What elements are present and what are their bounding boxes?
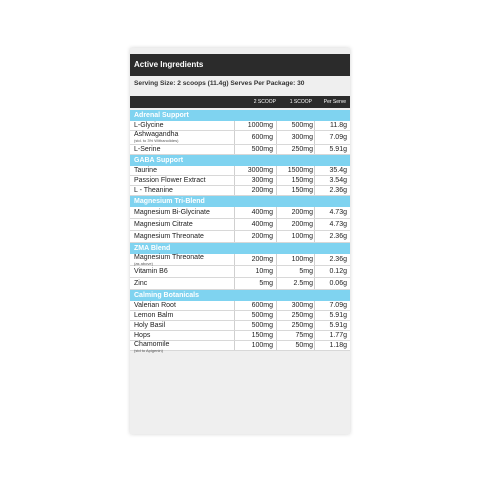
ingredient-amount: 0.06g xyxy=(314,278,347,289)
ingredient-row xyxy=(130,278,350,290)
ingredient-amount: 35.4g xyxy=(314,166,347,175)
ingredient-name: L - Theanine xyxy=(134,187,173,194)
ingredient-amount: 500mg xyxy=(234,145,273,154)
ingredient-row xyxy=(130,311,350,321)
ingredient-row xyxy=(130,266,350,278)
ingredient-row xyxy=(130,145,350,155)
ingredient-row xyxy=(130,331,350,341)
ingredient-name: L-Glycine xyxy=(134,122,164,129)
ingredient-amount: 5mg xyxy=(234,278,273,289)
ingredient-name: Passion Flower Extract xyxy=(134,177,206,184)
ingredient-row xyxy=(130,254,350,266)
ingredient-amount: 200mg xyxy=(234,231,273,242)
ingredient-amount: 400mg xyxy=(234,207,273,218)
ingredient-name: Vitamin B6 xyxy=(134,268,168,275)
ingredient-amount: 100mg xyxy=(276,254,313,265)
col-1scoop: 1 SCOOP xyxy=(289,99,312,105)
ingredient-name: Chamomile xyxy=(134,341,170,348)
section-header: Calming Botanicals xyxy=(130,290,350,301)
ingredient-name: Taurine xyxy=(134,167,157,174)
ingredient-amount: 150mg xyxy=(234,331,273,340)
ingredient-amount: 300mg xyxy=(234,176,273,185)
ingredient-amount: 75mg xyxy=(276,331,313,340)
ingredients-table xyxy=(130,110,350,351)
ingredient-amount: 5.91g xyxy=(314,145,347,154)
ingredient-amount: 5.91g xyxy=(314,311,347,320)
ingredient-amount: 500mg xyxy=(276,121,313,130)
ingredient-row xyxy=(130,219,350,231)
col-per100g: Per Serve xyxy=(323,99,346,105)
ingredient-name: L-Serine xyxy=(134,146,161,153)
col-2scoop: 2 SCOOP xyxy=(253,99,276,105)
ingredient-amount: 1000mg xyxy=(234,121,273,130)
ingredient-amount: 50mg xyxy=(276,341,313,350)
ingredient-row xyxy=(130,176,350,186)
ingredient-amount: 100mg xyxy=(276,231,313,242)
ingredient-amount: 4.73g xyxy=(314,207,347,218)
ingredient-amount: 200mg xyxy=(234,186,273,195)
ingredient-amount: 150mg xyxy=(276,186,313,195)
ingredient-name: Hops xyxy=(134,332,151,339)
ingredient-amount: 500mg xyxy=(234,311,273,320)
ingredient-amount: 2.36g xyxy=(314,254,347,265)
ingredient-name: Magnesium Threonate xyxy=(134,233,204,240)
ingredient-amount: 5.91g xyxy=(314,321,347,330)
ingredient-amount: 250mg xyxy=(276,145,313,154)
ingredient-amount: 200mg xyxy=(276,219,313,230)
ingredient-amount: 0.12g xyxy=(314,266,347,277)
ingredient-name: Magnesium Citrate xyxy=(134,221,193,228)
ingredient-row xyxy=(130,131,350,145)
ingredient-amount: 4.73g xyxy=(314,219,347,230)
section-header: Adrenal Support xyxy=(130,110,350,121)
ingredient-amount: 7.09g xyxy=(314,131,347,144)
section-header: Magnesium Tri-Blend xyxy=(130,196,350,207)
ingredient-amount: 3000mg xyxy=(234,166,273,175)
ingredient-row xyxy=(130,121,350,131)
ingredient-name: Zinc xyxy=(134,280,148,287)
ingredient-amount: 5mg xyxy=(276,266,313,277)
ingredient-amount: 400mg xyxy=(234,219,273,230)
ingredient-note: (std to Apigenin) xyxy=(134,348,163,353)
active-ingredients-title: Active Ingredients xyxy=(130,54,350,76)
ingredient-amount: 600mg xyxy=(234,301,273,310)
ingredient-row xyxy=(130,321,350,331)
ingredient-row xyxy=(130,207,350,219)
ingredient-amount: 300mg xyxy=(276,131,313,144)
ingredient-amount: 500mg xyxy=(234,321,273,330)
ingredient-amount: 200mg xyxy=(276,207,313,218)
ingredient-amount: 250mg xyxy=(276,321,313,330)
ingredient-amount: 1500mg xyxy=(276,166,313,175)
section-header: GABA Support xyxy=(130,155,350,166)
ingredient-amount: 600mg xyxy=(234,131,273,144)
column-headers xyxy=(130,96,350,108)
ingredient-row xyxy=(130,341,350,351)
supplement-label xyxy=(130,48,350,434)
section-header: ZMA Blend xyxy=(130,243,350,254)
ingredient-row xyxy=(130,301,350,311)
ingredient-amount: 300mg xyxy=(276,301,313,310)
ingredient-name: Lemon Balm xyxy=(134,312,174,319)
ingredient-note: (std. to 3% Withanolides) xyxy=(134,138,179,143)
ingredient-row xyxy=(130,186,350,196)
ingredient-name: Magnesium Bi-Glycinate xyxy=(134,209,210,216)
ingredient-amount: 2.36g xyxy=(314,231,347,242)
ingredient-amount: 250mg xyxy=(276,311,313,320)
ingredient-amount: 2.5mg xyxy=(276,278,313,289)
ingredient-name: Valerian Root xyxy=(134,302,176,309)
ingredient-name: Magnesium Threonate xyxy=(134,254,204,261)
ingredient-amount: 7.09g xyxy=(314,301,347,310)
ingredient-amount: 150mg xyxy=(276,176,313,185)
ingredient-amount: 11.8g xyxy=(314,121,347,130)
ingredient-name: Holy Basil xyxy=(134,322,166,329)
ingredient-amount: 10mg xyxy=(234,266,273,277)
ingredient-name: Ashwagandha xyxy=(134,131,179,138)
ingredient-amount: 200mg xyxy=(234,254,273,265)
ingredient-amount: 1.18g xyxy=(314,341,347,350)
serving-info: Serving Size: 2 scoops (11.4g) Serves Per Package: 30 xyxy=(134,80,305,87)
ingredient-row xyxy=(130,231,350,243)
ingredient-note: (as above) xyxy=(134,261,153,266)
ingredient-amount: 3.54g xyxy=(314,176,347,185)
ingredient-row xyxy=(130,166,350,176)
ingredient-amount: 100mg xyxy=(234,341,273,350)
ingredient-amount: 2.36g xyxy=(314,186,347,195)
ingredient-amount: 1.77g xyxy=(314,331,347,340)
